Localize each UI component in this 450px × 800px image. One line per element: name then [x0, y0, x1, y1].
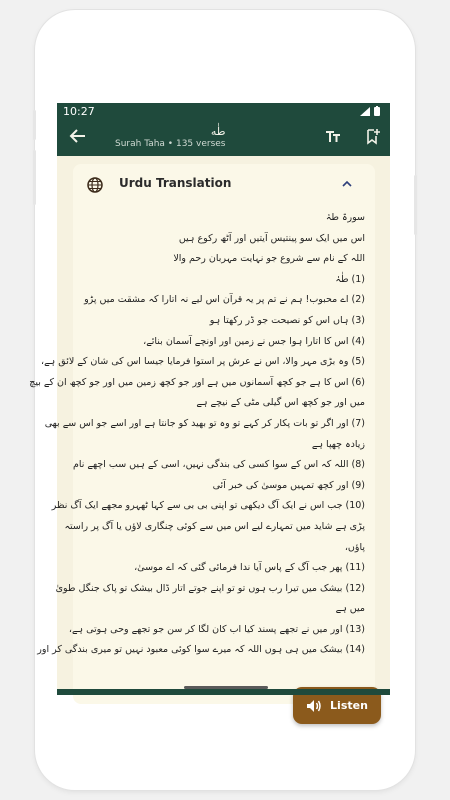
app-screen: [29, 103, 390, 712]
chevron-up-icon[interactable]: [341, 178, 353, 190]
translation-card: [29, 164, 375, 704]
status-bar: [57, 103, 390, 119]
translation-line: (1) طٰہٰ: [335, 273, 365, 285]
translation-line: (13) اور میں نے تجھے پسند کیا اب کان لگا کر سن جو تجھے وحی ہوتی ہے،: [68, 623, 365, 635]
phone-power-button: [414, 175, 417, 235]
surah-header: [115, 125, 226, 150]
translation-line: (14) بیشک میں ہی ہوں اللہ کہ میرے سوا کوئی معبود نہیں تو میری بندگی کر اور: [37, 644, 365, 656]
translation-card-title: Urdu Translation: [119, 176, 232, 190]
translation-line: (10) جب اس نے ایک آگ دیکھی تو اپنی بی بی سے کہا ٹھہرو مجھے ایک آگ نظر: [51, 500, 365, 512]
translation-line: (8) اللہ کہ اس کے سوا کسی کی بندگی نہیں، اسی کے ہیں سب اچھے نام: [72, 459, 365, 471]
globe-icon: [87, 177, 103, 193]
signal-icon: [360, 107, 370, 116]
app-bar: [57, 119, 390, 156]
translation-line: اس میں ایک سو پینتیس آیتیں اور آٹھ رکوع ہیں: [178, 232, 365, 244]
listen-label: Listen: [330, 699, 368, 712]
translation-line: میں ہے: [335, 603, 365, 615]
phone-volume-button: [33, 150, 36, 205]
translation-line: پاؤں،: [344, 541, 365, 553]
phone-side-button: [33, 110, 36, 140]
translation-line: (6) اس کا ہے جو کچھ آسمانوں میں ہے اور جو کچھ زمین میں اور جو کچھ ان کے بیچ: [29, 376, 365, 388]
translation-text: [29, 208, 365, 661]
translation-line: (7) اور اگر تو بات پکار کر کہے تو وہ تو بھید کو جانتا ہے اور اسے جو اس سے بھی: [44, 417, 365, 429]
font-size-icon[interactable]: [325, 128, 341, 144]
translation-line: (12) بیشک میں تیرا رب ہوں تو تو اپنے جوتے اتار ڈال بیشک تو پاک جنگل طویٰ: [55, 582, 365, 594]
translation-line: (11) پھر جب آگ کے پاس آیا ندا فرمائی گئی کہ اے موسیٰ،: [134, 562, 365, 574]
status-icons: [360, 106, 380, 116]
translation-line: سورۃ طہٰ: [325, 212, 365, 223]
home-indicator[interactable]: [184, 686, 268, 689]
surah-name: طٰه: [210, 125, 226, 138]
surah-subtitle: Surah Taha • 135 verses: [115, 139, 226, 149]
translation-line: (9) اور کچھ تمہیں موسیٰ کی خبر آئی: [212, 479, 365, 491]
status-time: 10:27: [63, 104, 95, 118]
translation-line: (3) ہاں اس کو نصیحت جو ڈر رکھتا ہو: [209, 314, 365, 326]
translation-line: (2) اے محبوب! ہم نے تم پر یہ قرآن اس لیے نہ اتارا کہ مشقت میں پڑو: [84, 294, 365, 306]
translation-card-header[interactable]: [73, 164, 375, 204]
translation-line: اللہ کے نام سے شروع جو نہایت مہربان رحم والا: [173, 253, 365, 265]
translation-line: (5) وہ بڑی مہر والا، اس نے عرش پر استوا فرمایا جیسا اس کی شان کے لائق ہے،: [41, 356, 365, 368]
translation-line: زیادہ چھپا ہے: [311, 438, 365, 450]
bookmark-add-icon[interactable]: [365, 128, 381, 144]
content-area: [29, 156, 390, 712]
translation-line: (4) اس کا اتارا ہوا جس نے زمین اور اونچے آسمان بنائے،: [143, 335, 365, 347]
back-arrow-icon[interactable]: [69, 127, 87, 145]
translation-line: پڑی ہے شاید میں تمہارے لیے اس میں سے کوئی چنگاری لاؤں یا آگ پر راستہ: [64, 520, 365, 532]
battery-icon: [374, 106, 380, 116]
translation-line: میں اور جو کچھ اس گیلی مٹی کے نیچے ہے: [196, 397, 365, 409]
nav-bar: [57, 689, 390, 695]
speaker-icon: [306, 699, 322, 713]
